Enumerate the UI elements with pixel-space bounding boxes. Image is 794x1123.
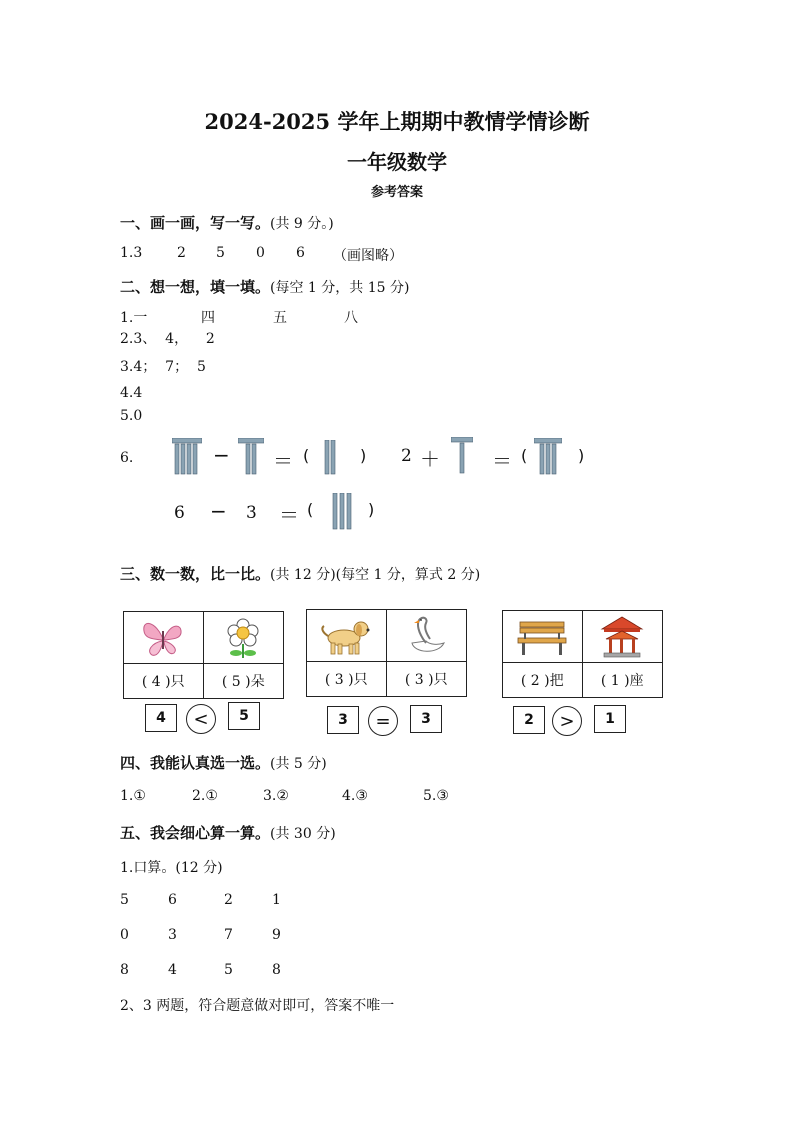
compare-table: [306, 609, 467, 697]
s5-answer: 3: [168, 927, 177, 943]
picture-cell: [307, 610, 387, 662]
counting-rods-icon: [534, 438, 562, 476]
picture-cell: [124, 612, 204, 664]
s2-q1-value: 五: [273, 310, 287, 326]
page-subtitle: 一年级数学: [347, 150, 447, 174]
answer-key-label: 参考答案: [370, 185, 423, 200]
s5-q1: 1.口算。(12 分): [120, 860, 223, 876]
section-3-heading: [120, 563, 480, 584]
section-5-title: 五、我会细心算一算。: [120, 824, 271, 842]
counting-rods-icon: [332, 493, 354, 531]
s2-q1-label: 1.一: [120, 310, 148, 326]
pavilion-icon: [598, 615, 646, 659]
section-1-heading: [120, 212, 334, 233]
s1-label: 1.3: [120, 245, 143, 261]
s1-value: 6: [296, 245, 305, 261]
s5-answer: 2: [224, 892, 233, 908]
right-paren: ): [578, 446, 585, 465]
counting-rods-icon: [323, 440, 337, 476]
counting-rods-icon: [172, 438, 202, 476]
s2-q6-row2-a: 6: [174, 503, 185, 523]
picture-cell: [583, 611, 663, 663]
s2-q6-row2-b: 3: [246, 503, 257, 523]
right-paren: ): [368, 500, 375, 519]
compare-symbol: =: [368, 706, 398, 736]
s5-answer: 8: [272, 962, 281, 978]
section-4-title: 四、我能认真选一选。: [120, 754, 271, 772]
s2-q6-number: 2: [401, 446, 412, 466]
picture-cell: [503, 611, 583, 663]
s5-answer: 9: [272, 927, 281, 943]
s1-value: 2: [177, 245, 186, 261]
counting-rods-icon: [451, 437, 473, 475]
answer-box: 3: [327, 706, 359, 734]
equals-sign: ＝: [492, 449, 512, 473]
section-2-title: 二、想一想，填一填。: [120, 278, 271, 296]
section-5-heading: [120, 822, 336, 843]
answer-cell: ( 1 )座: [600, 673, 644, 689]
answer-cell: ( 5 )朵: [221, 674, 265, 690]
page-title: 2024-2025 学年上期期中教情学情诊断: [204, 109, 590, 134]
s5-answer: 4: [168, 962, 177, 978]
answer-box: 4: [145, 704, 177, 732]
s5-answer: 5: [120, 892, 129, 908]
section-4-note: (共 5 分): [270, 756, 327, 772]
counting-rods-icon: [238, 438, 264, 476]
answer-box: 3: [410, 705, 442, 733]
answer-box: 1: [594, 705, 626, 733]
s2-q3: 3.4； 7； 5: [120, 359, 206, 375]
equals-sign: ＝: [279, 503, 299, 527]
plus-sign: ＋: [420, 447, 440, 471]
compare-symbol: <: [186, 704, 216, 734]
s4-answer: 3.②: [263, 788, 289, 804]
section-3-title: 三、数一数，比一比。: [120, 565, 271, 583]
s2-q1-value: 四: [201, 310, 215, 326]
butterfly-icon: [138, 617, 188, 659]
swan-icon: [404, 615, 448, 657]
s4-answer: 2.①: [192, 788, 218, 804]
s1-remark: （画图略）: [333, 248, 403, 264]
answer-box: 5: [228, 702, 260, 730]
answer-cell: ( 3 )只: [307, 662, 387, 696]
compare-table: [502, 610, 663, 698]
section-5-note: (共 30 分): [270, 826, 336, 842]
s4-answer: 4.③: [342, 788, 368, 804]
picture-cell: [387, 610, 467, 662]
section-2-heading: [120, 276, 409, 297]
answer-cell: ( 3 )只: [404, 672, 448, 688]
compare-table: [123, 611, 284, 699]
section-1-title: 一、画一画，写一写。: [120, 214, 271, 232]
compare-symbol: >: [552, 706, 582, 736]
section-4-heading: [120, 752, 327, 773]
left-paren: (: [307, 500, 314, 519]
section-3-note: (共 12 分)(每空 1 分，算式 2 分): [270, 567, 481, 583]
section-1-note: (共 9 分。): [270, 216, 334, 232]
left-paren: (: [303, 446, 310, 465]
s5-q23: 2、3 两题，符合题意做对即可，答案不唯一: [120, 998, 395, 1014]
answer-cell: ( 2 )把: [503, 663, 583, 697]
answer-cell: ( 4 )只: [124, 664, 204, 698]
section-2-note: (每空 1 分，共 15 分): [270, 280, 410, 296]
s2-q4: 4.4: [120, 385, 143, 401]
minus-sign: −: [213, 443, 230, 467]
s2-q6-label: 6.: [120, 450, 134, 466]
left-paren: (: [521, 446, 528, 465]
dog-icon: [318, 616, 374, 656]
s4-answer: 1.①: [120, 788, 146, 804]
s1-value: 5: [216, 245, 225, 261]
s5-answer: 0: [120, 927, 129, 943]
s4-answer: 5.③: [423, 788, 449, 804]
picture-cell: [204, 612, 284, 664]
flower-icon: [221, 617, 265, 659]
answer-box: 2: [513, 706, 545, 734]
s2-q5: 5.0: [120, 408, 143, 424]
s5-answer: 8: [120, 962, 129, 978]
s5-answer: 6: [168, 892, 177, 908]
bench-icon: [516, 618, 568, 656]
right-paren: ): [360, 446, 367, 465]
s5-answer: 5: [224, 962, 233, 978]
s5-answer: 1: [272, 892, 281, 908]
equals-sign: ＝: [273, 449, 293, 473]
s2-q2: 2.3、 4， 2: [120, 331, 215, 347]
s2-q1-value: 八: [344, 310, 358, 326]
s1-value: 0: [256, 245, 265, 261]
minus-sign: −: [210, 499, 227, 523]
s5-answer: 7: [224, 927, 233, 943]
